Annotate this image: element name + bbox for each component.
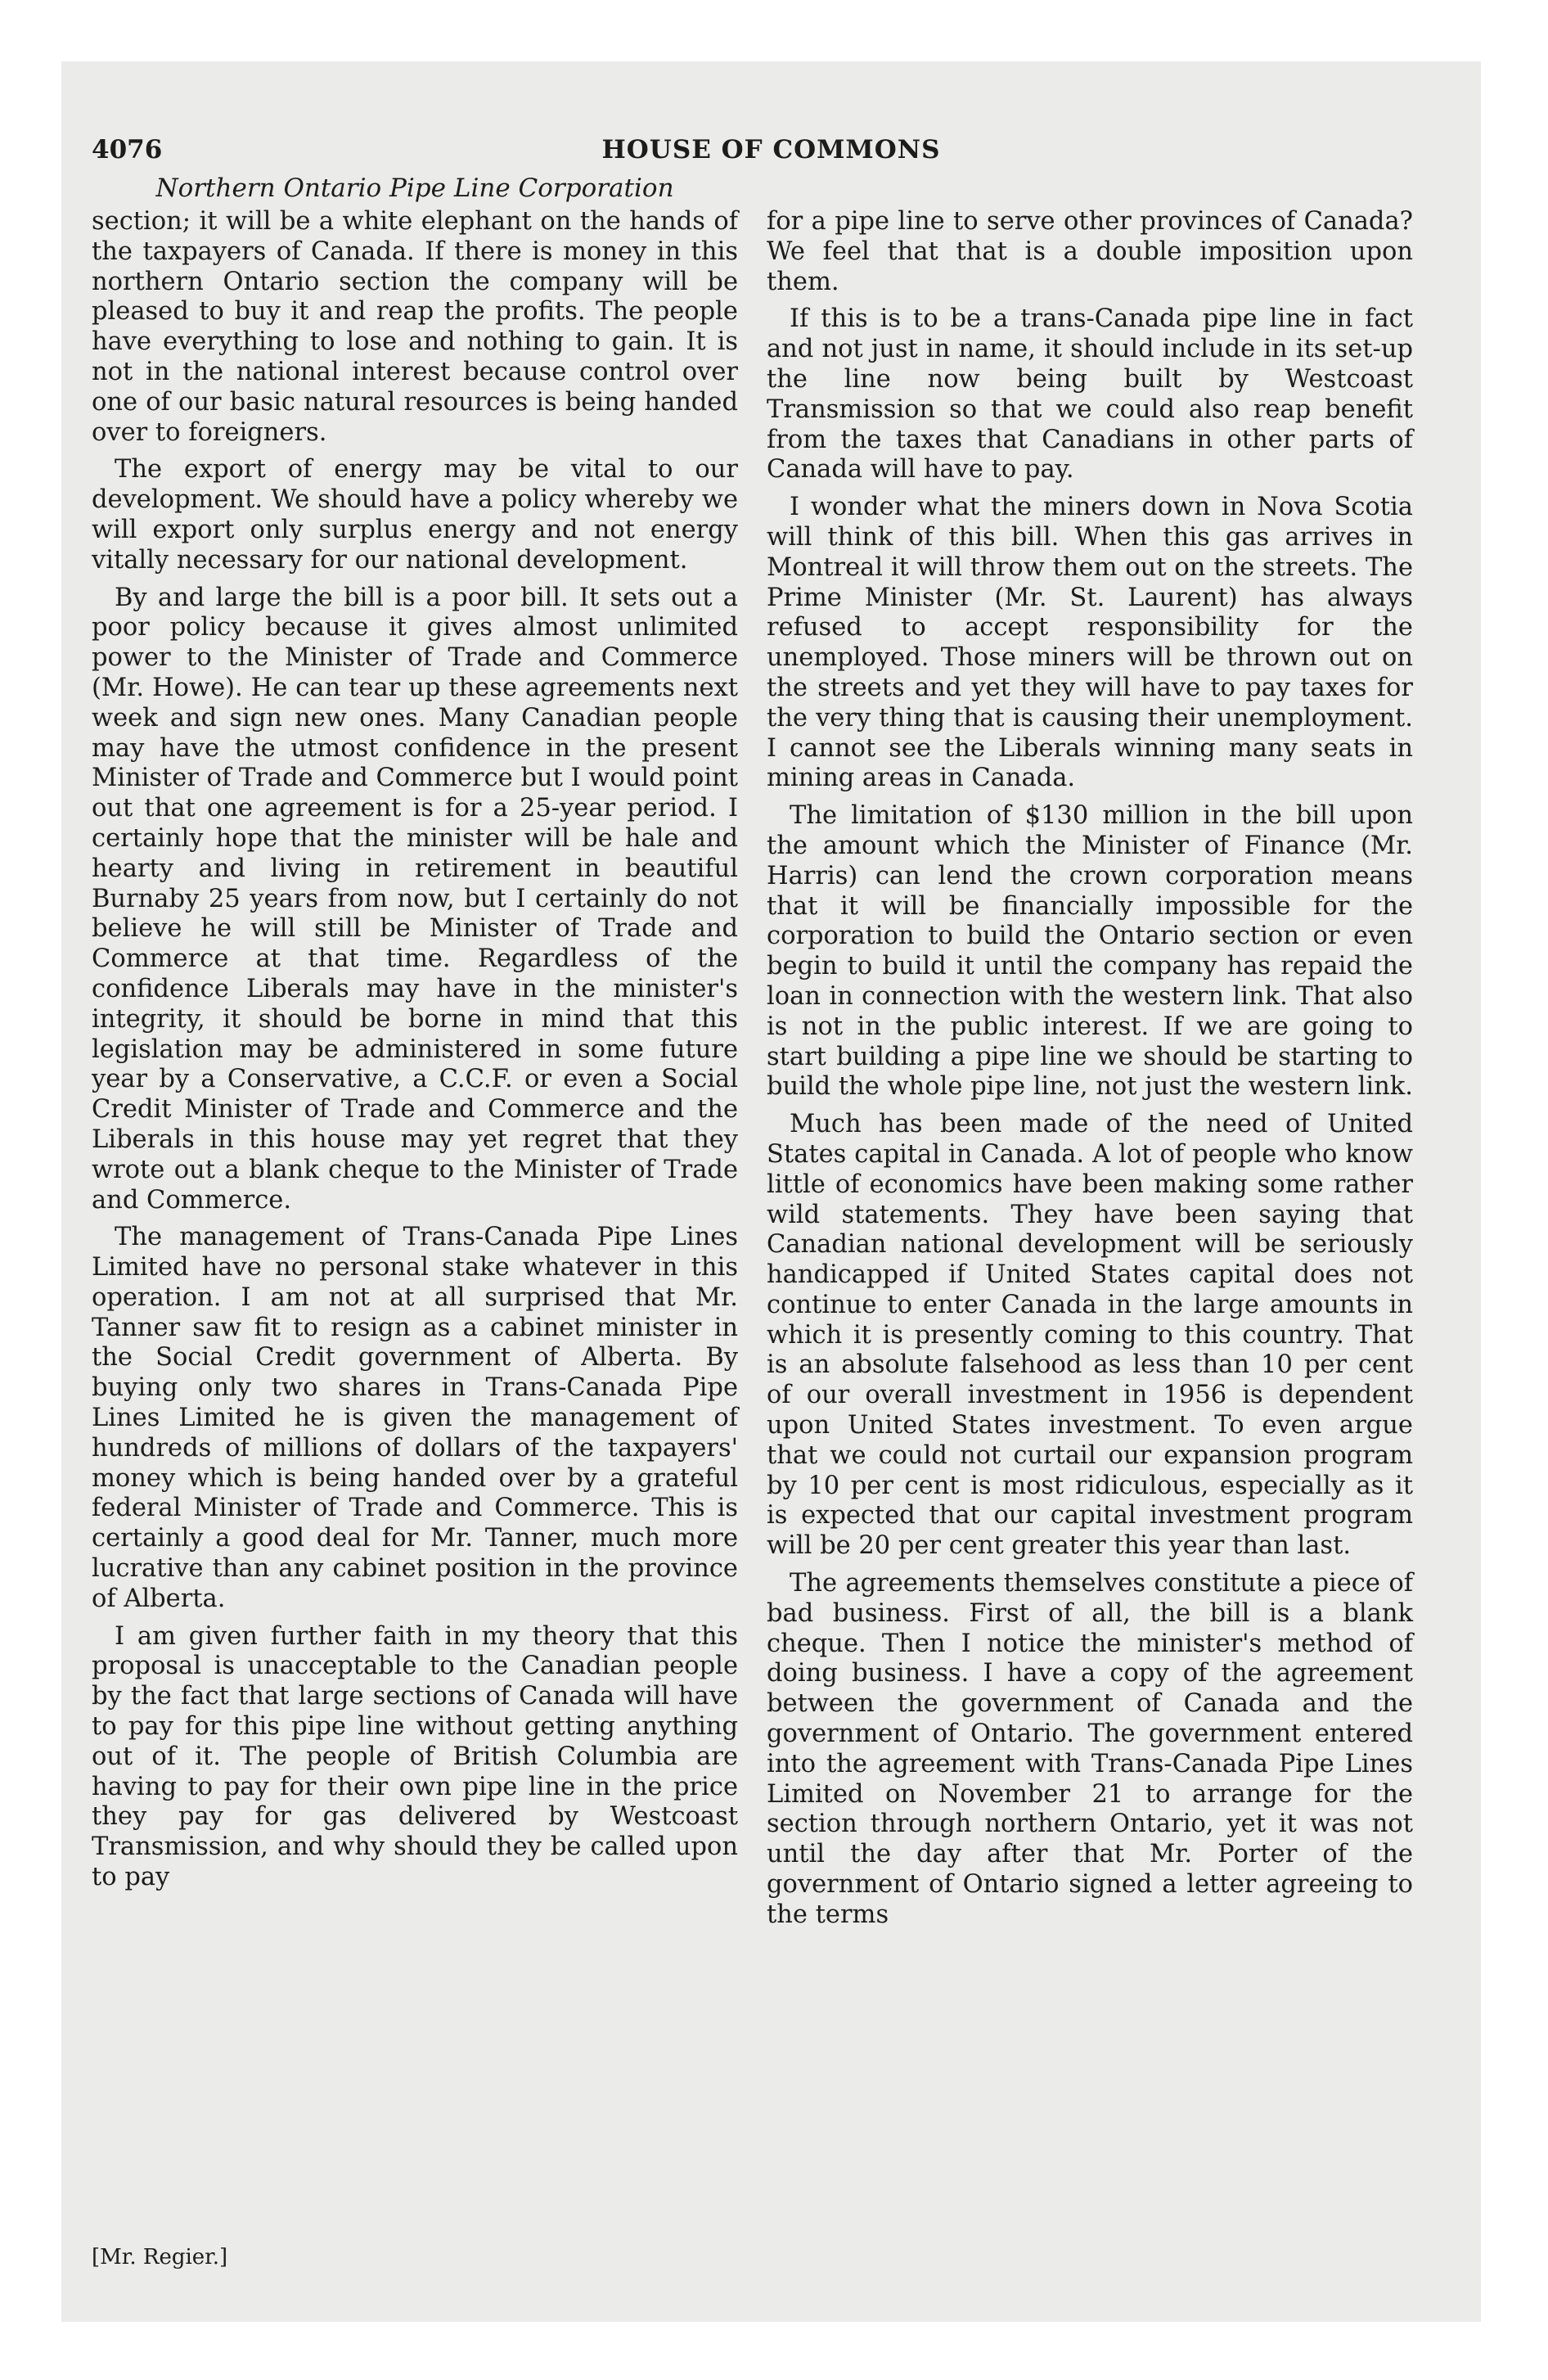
paragraph: for a pipe line to serve other provinces of Canada? We feel that that is a double imposition upon them.: [767, 207, 1413, 296]
left-column: [92, 207, 738, 1900]
paragraph: The agreements themselves constitute a piece of bad business. First of all, the bill is a blank cheque. Then I notice the minister's method of doing business. I have a copy of the agreement between the government of Canada and the government of Ontario. The government entered into the agreement with Trans-Canada Pipe Lines Limited on November 21 to arrange for the section through northern Ontario, yet it was not until the day after that Mr. Porter of the government of Ontario signed a letter agreeing to the terms: [767, 1569, 1413, 1929]
speaker-attribution: [Mr. Regier.]: [92, 2245, 228, 2270]
paragraph: I am given further faith in my theory that this proposal is unacceptable to the Canadian people by the fact that large sections of Canada will have to pay for this pipe line without getting anything out of it. The people of British Columbia are having to pay for their own pipe line in the price they pay for gas delivered by Westcoast Transmission, and why should they be called upon to pay: [92, 1621, 738, 1892]
right-column: [767, 207, 1413, 1938]
paragraph: By and large the bill is a poor bill. It sets out a poor policy because it gives almost unlimited power to the Minister of Trade and Commerce (Mr. Howe). He can tear up these agreements next week and sign new ones. Many Canadian people may have the utmost confidence in the present Minister of Trade and Commerce but I would point out that one agreement is for a 25-year period. I certainly hope that the minister will be hale and hearty and living in retirement in beautiful Burnaby 25 years from now, but I certainly do not believe he will still be Minister of Trade and Commerce at that time. Regardless of the confidence Liberals may have in the minister's integrity, it should be borne in mind that this legislation may be administered in some future year by a Conservative, a C.C.F. or even a Social Credit Minister of Trade and Commerce and the Liberals in this house may yet regret that they wrote out a blank cheque to the Minister of Trade and Commerce.: [92, 583, 738, 1215]
paragraph: I wonder what the miners down in Nova Scotia will think of this bill. When this gas arrives in Montreal it will throw them out on the streets. The Prime Minister (Mr. St. Laurent) has always refused to accept responsibility for the unemployed. Those miners will be thrown out on the streets and yet they will have to pay taxes for the very thing that is causing their unemployment. I cannot see the Liberals winning many seats in mining areas in Canada.: [767, 493, 1413, 793]
paragraph: The management of Trans-Canada Pipe Lines Limited have no personal stake whatever in this operation. I am not at all surprised that Mr. Tanner saw fit to resign as a cabinet minister in the Social Credit government of Alberta. By buying only two shares in Trans-Canada Pipe Lines Limited he is given the management of hundreds of millions of dollars of the taxpayers' money which is being handed over by a grateful federal Minister of Trade and Commerce. This is certainly a good deal for Mr. Tanner, much more lucrative than any cabinet position in the province of Alberta.: [92, 1223, 738, 1613]
paragraph: The limitation of $130 million in the bill upon the amount which the Minister of Finance (Mr. Harris) can lend the crown corporation means that it will be financially impossible for the corporation to build the Ontario section or even begin to build it until the company has repaid the loan in connection with the western link. That also is not in the public interest. If we are going to start building a pipe line we should be starting to build the whole pipe line, not just the western link.: [767, 801, 1413, 1102]
document-page: [61, 61, 1481, 2322]
paragraph: section; it will be a white elephant on the hands of the taxpayers of Canada. If there is money in this northern Ontario section the company will be pleased to buy it and reap the profits. The people have everything to lose and nothing to gain. It is not in the national interest because control over one of our basic natural resources is being handed over to foreigners.: [92, 207, 738, 447]
page-header-title: HOUSE OF COMMONS: [601, 135, 941, 165]
paragraph: Much has been made of the need of United States capital in Canada. A lot of people who know little of economics have been making some rather wild statements. They have been saying that Canadian national development will be seriously handicapped if United States capital does not continue to enter Canada in the large amounts in which it is presently coming to this country. That is an absolute falsehood as less than 10 per cent of our overall investment in 1956 is dependent upon United States investment. To even argue that we could not curtail our expansion program by 10 per cent is most ridiculous, especially as it is expected that our capital investment program will be 20 per cent greater this year than last.: [767, 1110, 1413, 1561]
page-number: 4076: [92, 135, 163, 165]
running-head: Northern Ontario Pipe Line Corporation: [155, 174, 674, 203]
paragraph: The export of energy may be vital to our development. We should have a policy whereby we will export only surplus energy and not energy vitally necessary for our national development.: [92, 455, 738, 575]
paragraph: If this is to be a trans-Canada pipe line in fact and not just in name, it should include in its set-up the line now being built by Westcoast Transmission so that we could also reap benefit from the taxes that Canadians in other parts of Canada will have to pay.: [767, 304, 1413, 485]
